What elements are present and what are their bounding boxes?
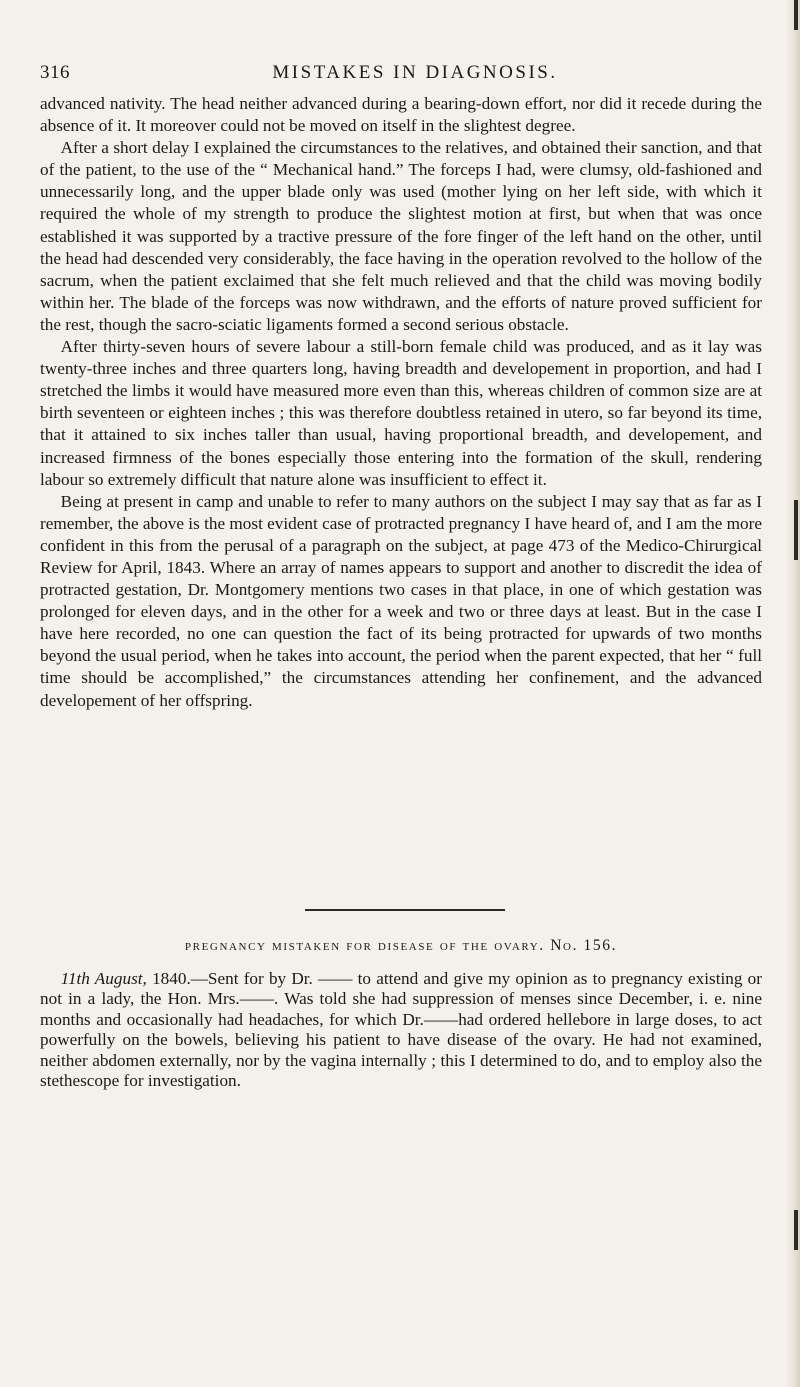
page-edge-mark — [794, 1210, 798, 1250]
page-number: 316 — [40, 62, 70, 83]
page-edge-mark — [794, 0, 798, 30]
case-text — [40, 969, 762, 1091]
paragraph: Being at present in camp and unable to refer to many authors on the subject I may say that as far as I remember, the above is the most evident case of protracted pregnancy I have heard of, and I am the more confident in this from the perusal of a paragraph on the subject, at page 473 of the Medico-Chirurgical Review for April, 1843. Where an array of names appears to support and another to discredit the idea of protracted gestation, Dr. Montgomery mentions two cases in that place, in one of which gestation was prolonged for eleven days, and in the other for a week and two or three days at least. But in the case I have here recorded, no one can question the fact of its being protracted for upwards of two months beyond the usual period, when he takes into account, the period when the parent expected, that her “ full time should be accomplished,” the circumstances attending her confinement, and the advanced developement of her offspring. — [40, 491, 762, 710]
paragraph: advanced nativity. The head neither advanced during a bearing-down effort, nor did it recede during the absence of it. It moreover could not be moved on itself in the slightest degree. — [40, 94, 762, 136]
section-divider — [305, 909, 505, 911]
case-paragraph — [40, 969, 762, 1091]
case-date: 11th August, — [60, 969, 147, 988]
running-head: MISTAKES IN DIAGNOSIS. — [272, 62, 558, 83]
page-edge-shadow — [786, 0, 800, 1387]
paragraph: After a short delay I explained the circumstances to the relatives, and obtained their sanction, and that of the patient, to the use of the “ Mechanical hand.” The forceps I had, were clumsy, old-fashioned and unnecessarily long, and the upper blade only was used (mother lying on her left side, with which it required the whole of my strength to produce the slightest motion at first, but when that was once established it was supported by a tractive pressure of the fore finger of the left hand on the other, until the head had descended very considerably, the face having in the operation revolved to the hollow of the sacrum, when the patient exclaimed that she felt much relieved and that the child was moving bodily within her. The blade of the forceps was now withdrawn, and the efforts of nature proved sufficient for the rest, though the sacro-sciatic ligaments formed a second serious obstacle. — [40, 138, 762, 334]
page-header — [40, 62, 770, 88]
page-edge-mark — [794, 500, 798, 560]
body-text — [40, 93, 762, 712]
paragraph: After thirty-seven hours of severe labour a still-born female child was produced, and as it lay was twenty-three inches and three quarters long, having breadth and developement in proportion, and had I stretched the limbs it would have measured more even than this, whereas children of common size are at birth seventeen or eighteen inches ; this was therefore doubtless retained in utero, so far beyond its time, that it attained to six inches taller than usual, having proportional breadth, and developement, and increased firmness of the bones especially those entering into the formation of the skull, rendering labour so extremely difficult that nature alone was insufficient to effect it. — [40, 337, 762, 489]
case-body: 1840.—Sent for by Dr. —— to attend and give my opinion as to pregnancy existing or not in a lady, the Hon. Mrs.——. Was told she had suppression of menses since December, i. e. nine months and occasionally had headaches, for which Dr.——had ordered hellebore in large doses, to act powerfully on the bowels, believing his patient to have disease of the ovary. He had not examined, neither abdomen externally, nor by the vagina internally ; this I determined to do, and to employ also the stethescope for investigation. — [40, 969, 763, 1091]
section-heading: pregnancy mistaken for disease of the ovary. No. 156. — [184, 937, 618, 954]
